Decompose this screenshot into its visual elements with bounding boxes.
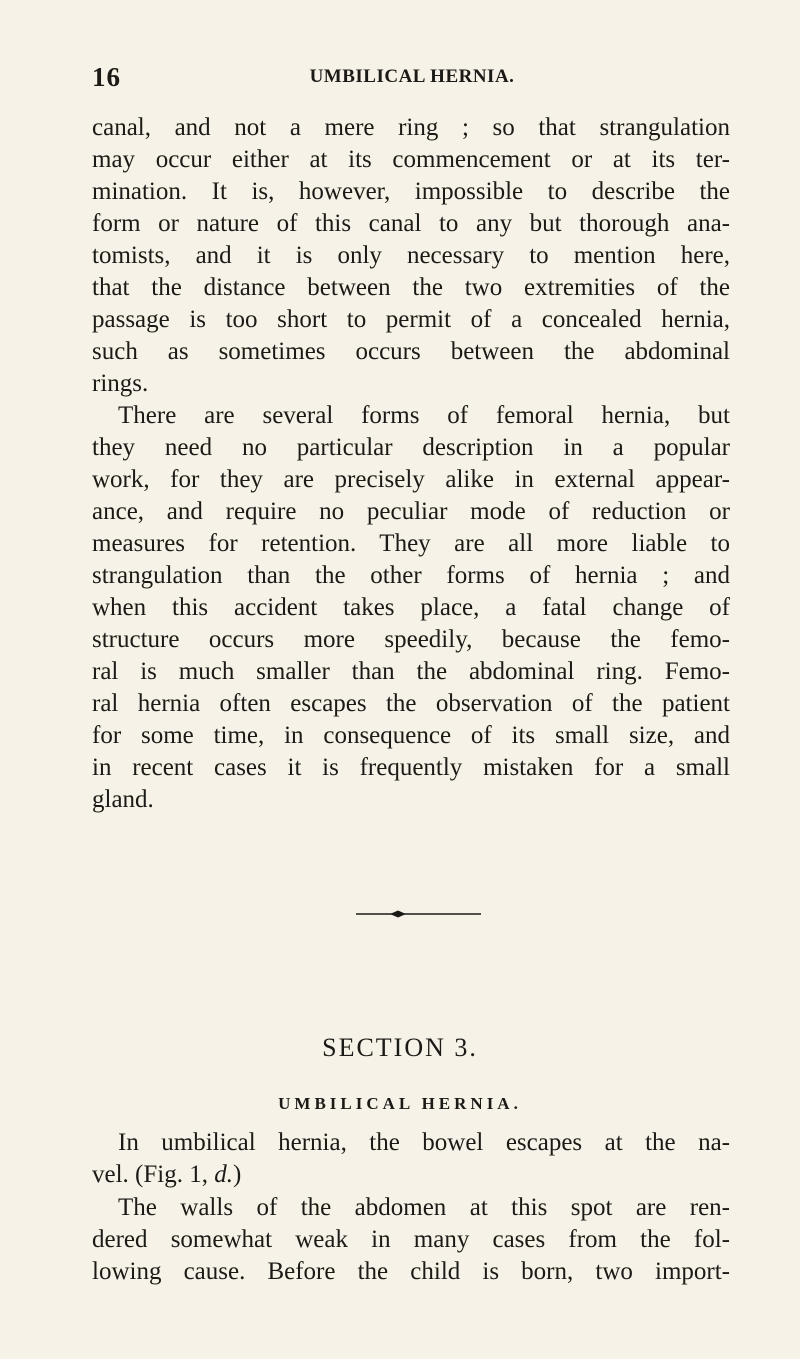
- text-line: form or nature of this canal to any but thorough ana-: [92, 210, 730, 237]
- text-line: gland.: [92, 786, 154, 813]
- text-line: such as sometimes occurs between the abdominal: [92, 338, 730, 365]
- paragraph-4: [92, 1192, 730, 1288]
- text-line: [92, 1159, 730, 1191]
- divider-ornament-icon: [356, 909, 481, 919]
- text-line: structure occurs more speedily, because the femo-: [92, 626, 730, 653]
- text-line: ral hernia often escapes the observation of the patient: [92, 690, 730, 717]
- paragraph-1: [92, 112, 730, 400]
- text-line: when this accident takes place, a fatal change of: [92, 594, 730, 621]
- text-line: canal, and not a mere ring ; so that strangulation: [92, 114, 730, 141]
- text-fragment: ): [232, 1161, 242, 1188]
- text-line: ral is much smaller than the abdominal ring. Femo-: [92, 658, 730, 685]
- figure-reference-letter: d.: [214, 1161, 233, 1188]
- text-fragment: vel. (Fig. 1,: [92, 1161, 215, 1188]
- text-line: In umbilical hernia, the bowel escapes at the na-: [118, 1129, 730, 1156]
- text-line: The walls of the abdomen at this spot are ren-: [118, 1194, 730, 1221]
- text-line: may occur either at its commencement or at its ter-: [92, 146, 730, 173]
- text-line: There are several forms of femoral hernia, but: [118, 402, 730, 429]
- text-line: ance, and require no peculiar mode of reduction or: [92, 498, 730, 525]
- text-line: they need no particular description in a popular: [92, 434, 730, 461]
- text-line: lowing cause. Before the child is born, two import-: [92, 1258, 730, 1285]
- text-line: dered somewhat weak in many cases from the fol-: [92, 1226, 730, 1253]
- text-line: in recent cases it is frequently mistaken for a small: [92, 754, 730, 781]
- running-head-title: UMBILICAL HERNIA.: [309, 66, 515, 87]
- text-line: measures for retention. They are all more liable to: [92, 530, 730, 557]
- text-line: that the distance between the two extremities of the: [92, 274, 730, 301]
- text-line: mination. It is, however, impossible to describe the: [92, 178, 730, 205]
- page-number: 16: [92, 62, 121, 92]
- text-line: strangulation than the other forms of hernia ; and: [92, 562, 730, 589]
- section-heading: SECTION 3.: [322, 1033, 478, 1062]
- text-line: rings.: [92, 370, 149, 397]
- paragraph-3: [92, 1127, 730, 1191]
- section-subheading: UMBILICAL HERNIA.: [278, 1094, 522, 1113]
- text-line: tomists, and it is only necessary to mention here,: [92, 242, 730, 269]
- text-line: passage is too short to permit of a concealed hernia,: [92, 306, 730, 333]
- paragraph-2: [92, 400, 730, 816]
- text-line: for some time, in consequence of its small size, and: [92, 722, 730, 749]
- running-head: [92, 62, 732, 98]
- text-line: work, for they are precisely alike in external appear-: [92, 466, 730, 493]
